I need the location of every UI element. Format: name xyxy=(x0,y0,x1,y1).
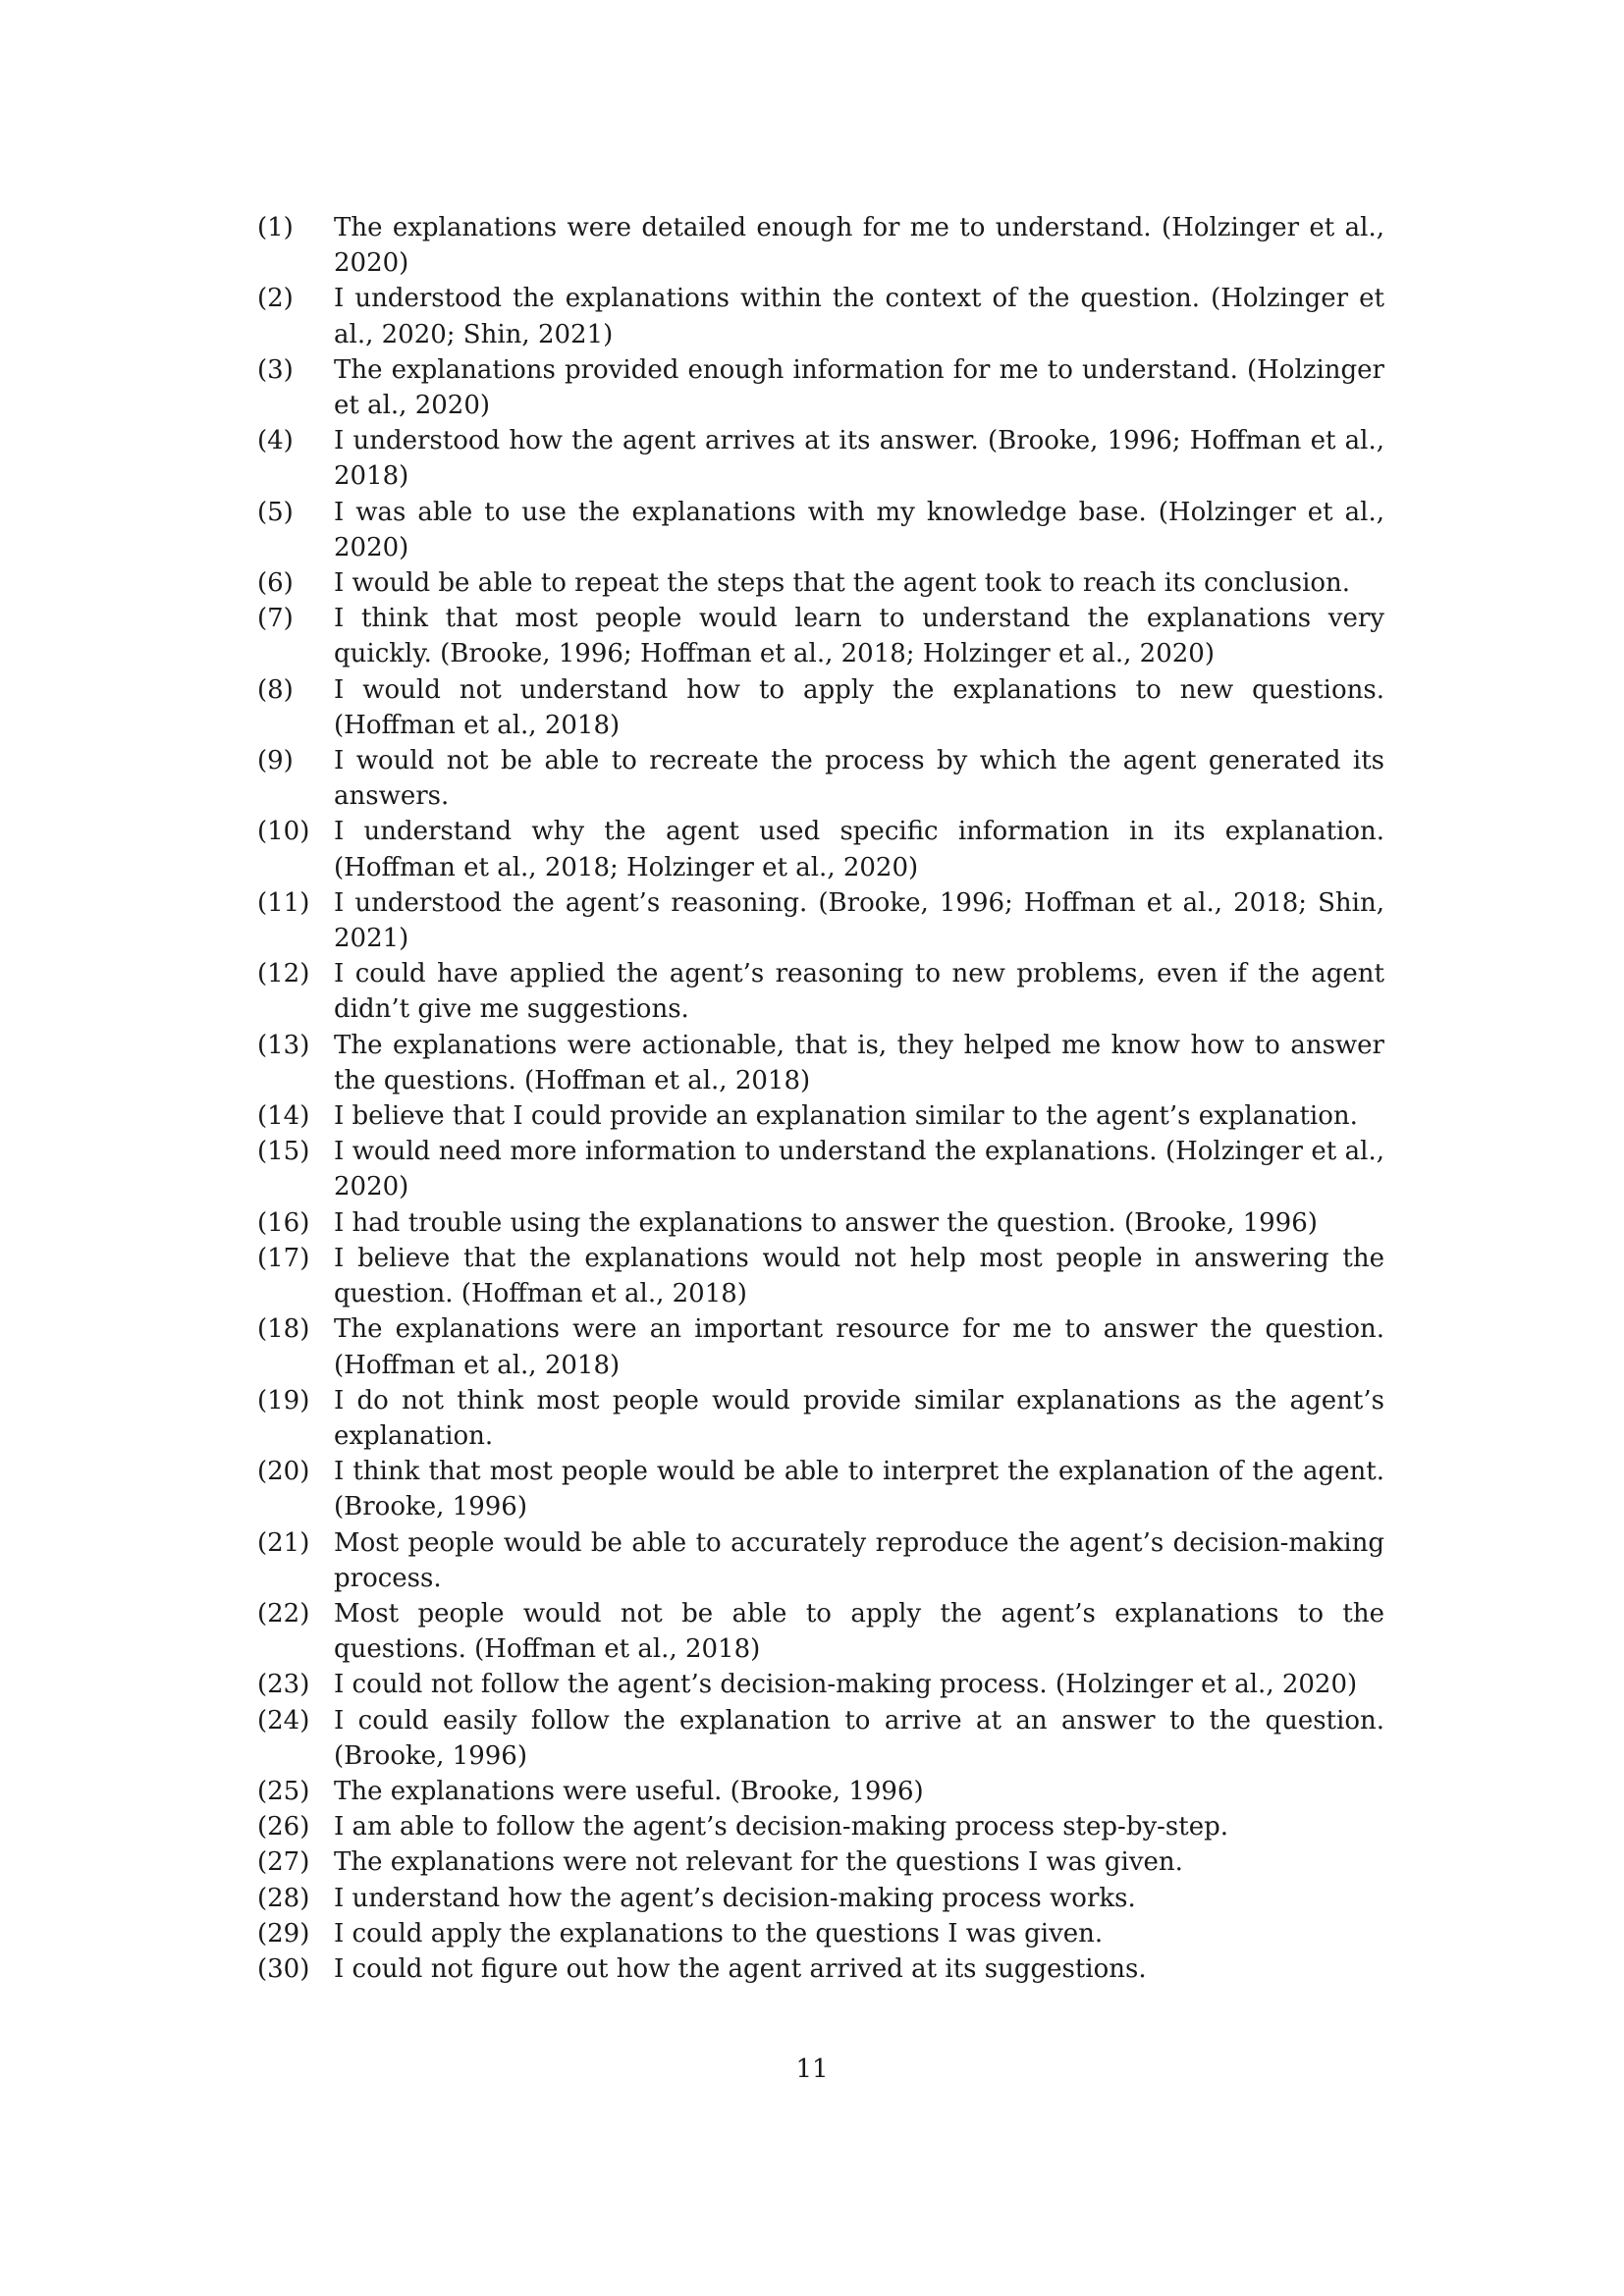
item-number: (12) xyxy=(257,959,310,989)
page-number: 11 xyxy=(795,2055,829,2084)
questionnaire-item xyxy=(257,1881,1384,1916)
item-text: I could have applied the agent’s reasoning to new problems, even if the agent didn’t give me suggestions. xyxy=(334,959,1384,1025)
questionnaire-item xyxy=(257,1525,1384,1596)
item-text: I would be able to repeat the steps that the agent took to reach its conclusion. xyxy=(334,568,1351,599)
item-text: I understand why the agent used specific information in its explanation. (Hoffman et al., 2018; Holzinger et al., 2020) xyxy=(334,817,1384,882)
questionnaire-item xyxy=(257,1703,1384,1774)
item-number: (29) xyxy=(257,1918,310,1949)
questionnaire-item xyxy=(257,885,1384,956)
questionnaire-item xyxy=(257,423,1384,494)
item-text: The explanations were an important resource for me to answer the question. (Hoffman et al., 2018) xyxy=(334,1314,1384,1380)
item-number: (11) xyxy=(257,887,310,918)
item-number: (30) xyxy=(257,1953,310,1984)
questionnaire-item xyxy=(257,1667,1384,1702)
item-text: I would not understand how to apply the explanations to new questions. (Hoffman et al., 2018) xyxy=(334,674,1384,740)
questionnaire-item xyxy=(257,1809,1384,1844)
questionnaire-item xyxy=(257,1134,1384,1204)
questionnaire-item xyxy=(257,1028,1384,1098)
questionnaire-item xyxy=(257,1916,1384,1951)
item-number: (18) xyxy=(257,1314,310,1345)
questionnaire-item xyxy=(257,281,1384,351)
item-number: (7) xyxy=(257,604,294,634)
item-number: (5) xyxy=(257,497,294,527)
item-text: I do not think most people would provide similar explanations as the agent’s explanation. xyxy=(334,1385,1384,1451)
questionnaire-item xyxy=(257,1844,1384,1880)
questionnaire-item xyxy=(257,1951,1384,1987)
item-number: (4) xyxy=(257,426,294,456)
item-text: I would need more information to understand the explanations. (Holzinger et al., 2020) xyxy=(334,1137,1384,1202)
item-number: (13) xyxy=(257,1030,310,1060)
questionnaire-item xyxy=(257,956,1384,1027)
item-number: (10) xyxy=(257,817,310,847)
item-text: I had trouble using the explanations to answer the question. (Brooke, 1996) xyxy=(334,1207,1318,1238)
item-number: (2) xyxy=(257,284,294,314)
questionnaire-item xyxy=(257,672,1384,743)
item-text: I could easily follow the explanation to arrive at an answer to the question. (Brooke, 1996) xyxy=(334,1705,1384,1771)
questionnaire-item xyxy=(257,352,1384,423)
item-text: I understood the explanations within the context of the question. (Holzinger et al., 2020; Shin, 2021) xyxy=(334,284,1384,349)
item-text: I think that most people would be able to interpret the explanation of the agent. (Brooke, 1996) xyxy=(334,1457,1384,1522)
questionnaire-item xyxy=(257,1311,1384,1382)
questionnaire-item xyxy=(257,1454,1384,1524)
item-number: (21) xyxy=(257,1527,310,1558)
questionnaire-item xyxy=(257,814,1384,884)
item-number: (17) xyxy=(257,1243,310,1273)
questionnaire-item xyxy=(257,1205,1384,1241)
item-number: (9) xyxy=(257,746,294,776)
item-text: I would not be able to recreate the process by which the agent generated its answers. xyxy=(334,746,1384,812)
item-text: The explanations were not relevant for the questions I was given. xyxy=(334,1847,1183,1878)
item-number: (26) xyxy=(257,1812,310,1842)
item-text: Most people would not be able to apply the agent’s explanations to the questions. (Hoffman et al., 2018) xyxy=(334,1598,1384,1665)
item-text: I believe that the explanations would not help most people in answering the question. (Hoffman et al., 2018) xyxy=(334,1243,1384,1309)
item-text: I am able to follow the agent’s decision-making process step-by-step. xyxy=(334,1812,1229,1842)
item-number: (22) xyxy=(257,1598,310,1629)
item-number: (6) xyxy=(257,568,294,599)
questionnaire-item xyxy=(257,743,1384,814)
item-number: (3) xyxy=(257,354,294,385)
questionnaire-item xyxy=(257,1098,1384,1134)
item-text: The explanations were detailed enough for me to understand. (Holzinger et al., 2020) xyxy=(334,213,1384,279)
item-number: (27) xyxy=(257,1847,310,1878)
item-number: (15) xyxy=(257,1137,310,1167)
item-text: I could not follow the agent’s decision-making process. (Holzinger et al., 2020) xyxy=(334,1670,1358,1700)
item-text: I was able to use the explanations with my knowledge base. (Holzinger et al., 2020) xyxy=(334,497,1384,562)
item-number: (8) xyxy=(257,674,294,705)
item-number: (20) xyxy=(257,1457,310,1487)
questionnaire-item-list xyxy=(257,210,1384,1987)
item-text: I understood the agent’s reasoning. (Brooke, 1996; Hoffman et al., 2018; Shin, 2021) xyxy=(334,887,1384,954)
item-text: The explanations provided enough information for me to understand. (Holzinger et al., 2020) xyxy=(334,354,1384,421)
questionnaire-item xyxy=(257,1241,1384,1311)
item-text: I understand how the agent’s decision-making process works. xyxy=(334,1883,1136,1913)
item-text: I could not figure out how the agent arrived at its suggestions. xyxy=(334,1953,1147,1984)
questionnaire-item xyxy=(257,495,1384,565)
questionnaire-item xyxy=(257,1596,1384,1667)
item-text: I could apply the explanations to the questions I was given. xyxy=(334,1918,1104,1949)
item-number: (23) xyxy=(257,1670,310,1700)
item-number: (25) xyxy=(257,1776,310,1806)
questionnaire-item xyxy=(257,210,1384,281)
item-number: (1) xyxy=(257,213,294,242)
questionnaire-item xyxy=(257,601,1384,671)
questionnaire-item xyxy=(257,1774,1384,1809)
item-text: I believe that I could provide an explanation similar to the agent’s explanation. xyxy=(334,1101,1358,1132)
item-number: (14) xyxy=(257,1101,310,1132)
item-text: I understood how the agent arrives at its answer. (Brooke, 1996; Hoffman et al., 2018) xyxy=(334,426,1384,492)
item-number: (28) xyxy=(257,1883,310,1913)
questionnaire-item xyxy=(257,1383,1384,1454)
item-text: The explanations were useful. (Brooke, 1996) xyxy=(334,1776,924,1806)
questionnaire-item xyxy=(257,565,1384,601)
item-text: The explanations were actionable, that is, they helped me know how to answer the questions. (Hoffman et al., 2018) xyxy=(334,1030,1384,1095)
item-number: (19) xyxy=(257,1385,310,1415)
item-number: (24) xyxy=(257,1705,310,1735)
item-number: (16) xyxy=(257,1207,310,1238)
item-text: Most people would be able to accurately reproduce the agent’s decision-making process. xyxy=(334,1527,1384,1593)
item-text: I think that most people would learn to understand the explanations very quickly. (Brooke, 1996; Hoffman et al., 2018; Holzinger et al., 2020) xyxy=(334,604,1384,669)
